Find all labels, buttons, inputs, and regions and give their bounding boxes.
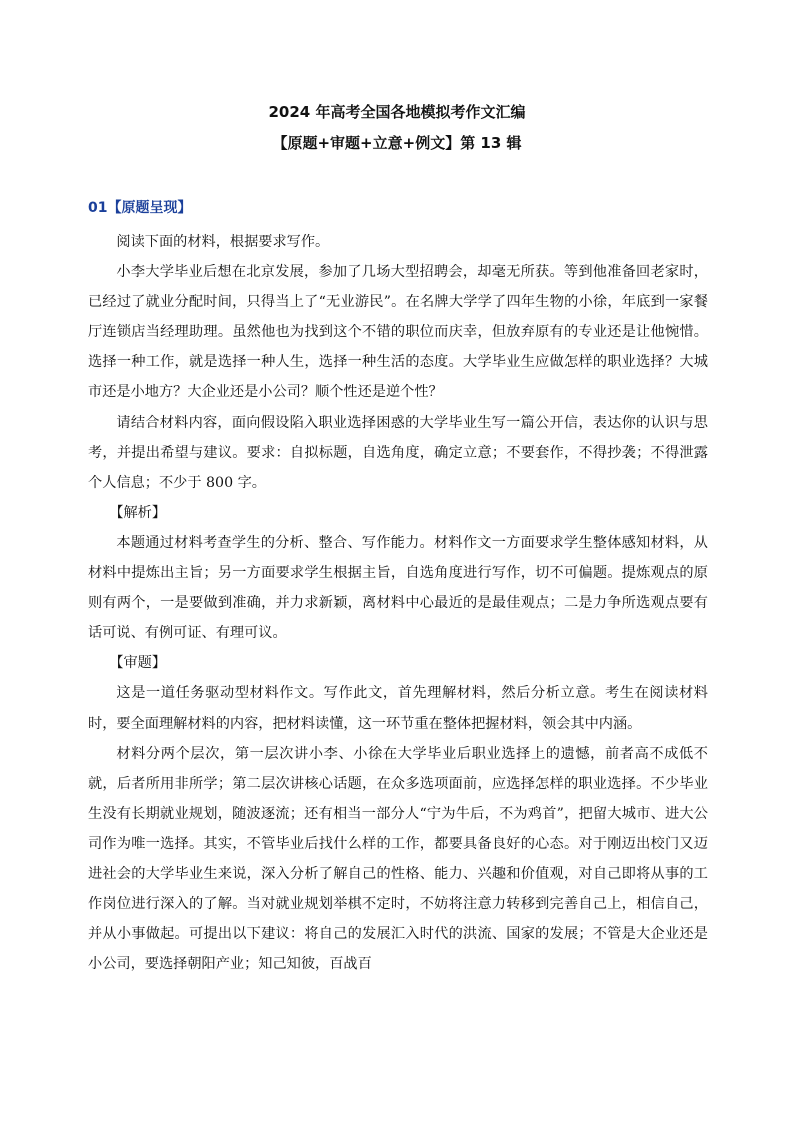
document-body <box>88 227 708 979</box>
paragraph-task-requirements: 请结合材料内容，面向假设陷入职业选择困惑的大学毕业生写一篇公开信，表达你的认识与思考，并提出希望与建议。要求：自拟标题，自选角度，确定立意；不要套作，不得抄袭；不得泄露个人信息；不少于 800 字。 <box>88 414 708 491</box>
document-title: 2024 年高考全国各地模拟考作文汇编 <box>268 103 526 121</box>
paragraph-analysis: 本题通过材料考查学生的分析、整合、写作能力。材料作文一方面要求学生整体感知材料，从材料中提炼出主旨；另一方面要求学生根据主旨，自选角度进行写作，切不可偏题。提炼观点的原则有两个，一是要做到准确，并力求新颖，离材料中心最近的是最佳观点；二是力争所选观点要有话可说、有例可证、有理可议。 <box>88 534 708 642</box>
label-topic-review: 【审题】 <box>109 655 167 672</box>
section-heading-original-question: 01【原题呈现】 <box>88 200 192 216</box>
label-analysis: 【解析】 <box>109 504 167 521</box>
paragraph-instruction: 阅读下面的材料，根据要求写作。 <box>116 234 330 250</box>
paragraph-material: 小李大学毕业后想在北京发展，参加了几场大型招聘会，却毫无所获。等到他准备回老家时，已经过了就业分配时间，只得当上了“无业游民”。在名牌大学学了四年生物的小徐，年底到一家餐厅连锁店当经理助理。虽然他也为找到这个不错的职位而庆幸，但放弃原有的专业还是让他惋惜。选择一种工作，就是选择一种人生，选择一种生活的态度。大学毕业生应做怎样的职业选择？大城市还是小地方？大企业还是小公司？顺个性还是逆个性？ <box>88 264 708 401</box>
paragraph-topic-review-1: 这是一道任务驱动型材料作文。写作此文，首先理解材料，然后分析立意。考生在阅读材料时，要全面理解材料的内容，把材料读懂，这一环节重在整体把握材料，领会其中内涵。 <box>88 685 708 732</box>
document-subtitle: 【原题+审题+立意+例文】第 13 辑 <box>272 134 522 152</box>
paragraph-topic-review-2: 材料分两个层次，第一层次讲小李、小徐在大学毕业后职业选择上的遗憾，前者高不成低不就，后者所用非所学；第二层次讲核心话题，在众多选项面前，应选择怎样的职业选择。不少毕业生没有长期就业规划，随波逐流；还有相当一部分人“宁为牛后，不为鸡首”，把留大城市、进大公司作为唯一选择。其实，不管毕业后找什么样的工作，都要具备良好的心态。对于刚迈出校门又迈进社会的大学毕业生来说，深入分析了解自己的性格、能力、兴趣和价值观，对自己即将从事的工作岗位进行深入的了解。当对就业规划举棋不定时，不妨将注意力转移到完善自己上，相信自己，并从小事做起。可提出以下建议：将自己的发展汇入时代的洪流、国家的发展；不管是大企业还是小公司，要选择朝阳产业；知己知彼，百战百 <box>88 745 708 973</box>
